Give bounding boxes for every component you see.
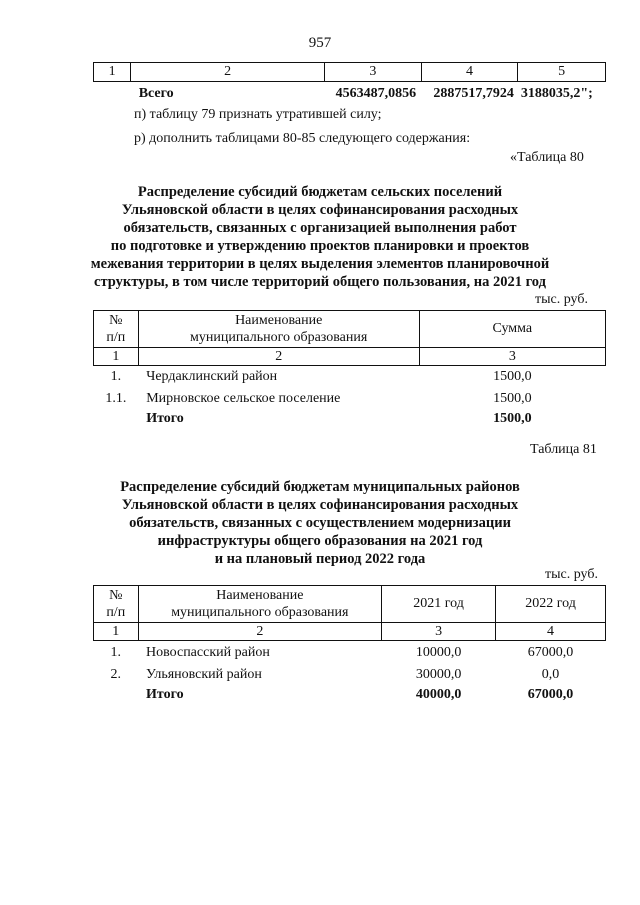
top-total-col5: 3188035,2"; — [520, 85, 593, 101]
table80-header-sum: Сумма — [419, 311, 605, 348]
top-total-col3: 4563487,0856 — [335, 85, 417, 101]
table-row — [94, 366, 606, 389]
table81-title-line: Распределение субсидий бюджетам муниципальных районов — [120, 479, 520, 495]
table81-header-name — [138, 586, 382, 623]
table81-colnum: 3 — [382, 623, 496, 641]
table81-row-num: 1. — [110, 644, 121, 660]
top-col-4: 4 — [421, 63, 518, 82]
table80-header-num — [94, 311, 139, 348]
table80-total-label: Итого — [146, 410, 184, 426]
table80-header-num-line: № — [109, 313, 123, 328]
table80-unit: тыс. руб. — [535, 292, 588, 307]
table81-title — [60, 478, 580, 568]
table-row — [94, 389, 606, 409]
table81-colnum-row — [94, 623, 606, 641]
table81-colnum: 1 — [94, 623, 139, 641]
table81-colnum: 4 — [496, 623, 606, 641]
table80-title-line: структуры, в том числе территорий общего пользования, на 2021 год — [94, 274, 546, 290]
table81-row-2021: 10000,0 — [415, 644, 462, 660]
top-col-5: 5 — [518, 63, 606, 82]
table81-header-2021: 2021 год — [382, 586, 496, 623]
table80-caption: «Таблица 80 — [510, 150, 584, 165]
table-row — [94, 641, 606, 665]
table81-total-2022: 67000,0 — [527, 686, 574, 702]
table80-total-sum: 1500,0 — [493, 410, 532, 426]
top-col-1: 1 — [94, 63, 131, 82]
table81-total-2021: 40000,0 — [415, 686, 462, 702]
top-total-label: Всего — [138, 85, 174, 101]
top-col-3: 3 — [324, 63, 421, 82]
table80-header-name-line: муниципального образования — [190, 330, 368, 345]
table81-row-2022: 0,0 — [541, 666, 560, 682]
table80-colnum: 1 — [94, 348, 139, 366]
table80-header-row — [94, 311, 606, 348]
table81-total-label: Итого — [146, 686, 184, 702]
table80-title-line: Ульяновской области в целях софинансирования расходных — [121, 202, 519, 218]
table81-header-num — [94, 586, 139, 623]
table80-row-num: 1.1. — [105, 390, 127, 406]
table80-header-num-line: п/п — [106, 330, 126, 345]
table80-title-line: межевания территории в целях выделения элементов планировочной — [90, 256, 550, 272]
table81-total-row — [94, 685, 606, 705]
top-table-header-row — [94, 63, 606, 82]
table81-row-name: Новоспасский район — [146, 644, 270, 660]
table81-row-name: Ульяновский район — [146, 666, 262, 682]
table81-row-num: 2. — [110, 666, 121, 682]
table80-row-sum: 1500,0 — [493, 369, 532, 385]
table80 — [93, 310, 606, 429]
table80-total-row — [94, 409, 606, 429]
table80-colnum: 2 — [138, 348, 419, 366]
table81-title-line: обязательств, связанных с осуществлением модернизации — [129, 515, 511, 531]
table-row — [94, 665, 606, 685]
table81-caption: Таблица 81 — [530, 442, 597, 457]
table80-title-line: Распределение субсидий бюджетам сельских поселений — [137, 184, 503, 200]
table80-colnum: 3 — [419, 348, 605, 366]
paragraph-r: р) дополнить таблицами 80-85 следующего содержания: — [134, 131, 471, 146]
table80-row-name: Чердаклинский район — [146, 369, 278, 385]
table80-colnum-row — [94, 348, 606, 366]
page-number: 957 — [308, 35, 332, 51]
table81-title-line: и на плановый период 2022 года — [214, 551, 426, 567]
table80-title-line: по подготовке и утверждению проектов планировки и проектов — [110, 238, 530, 254]
table81-title-line: Ульяновской области в целях софинансирования расходных — [121, 497, 519, 513]
table80-title-line: обязательств, связанных с организацией выполнения работ — [123, 220, 517, 236]
table80-title — [60, 183, 580, 291]
top-total-col4: 2887517,7924 — [433, 85, 514, 101]
table81-header-2022: 2022 год — [496, 586, 606, 623]
table81-unit: тыс. руб. — [545, 567, 598, 582]
paragraph-p: п) таблицу 79 признать утратившей силу; — [134, 107, 382, 122]
table81-colnum: 2 — [138, 623, 382, 641]
table80-row-num: 1. — [110, 369, 122, 385]
table81-header-name-line: Наименование — [216, 588, 304, 603]
top-col-2: 2 — [131, 63, 325, 82]
top-table — [93, 62, 606, 106]
table80-header-name-line: Наименование — [235, 313, 323, 328]
table81-header-row — [94, 586, 606, 623]
table81-row-2021: 30000,0 — [415, 666, 462, 682]
table81-header-num-line: п/п — [106, 605, 126, 620]
table81-row-2022: 67000,0 — [527, 644, 574, 660]
table80-header-name — [138, 311, 419, 348]
table81-header-name-line: муниципального образования — [171, 605, 349, 620]
top-table-total-row — [94, 82, 606, 106]
table81-header-num-line: № — [109, 588, 123, 603]
table81 — [93, 585, 606, 705]
table80-row-name: Мирновское сельское поселение — [146, 390, 341, 406]
table81-title-line: инфраструктуры общего образования на 2021 год — [157, 533, 483, 549]
table80-row-sum: 1500,0 — [493, 390, 532, 406]
